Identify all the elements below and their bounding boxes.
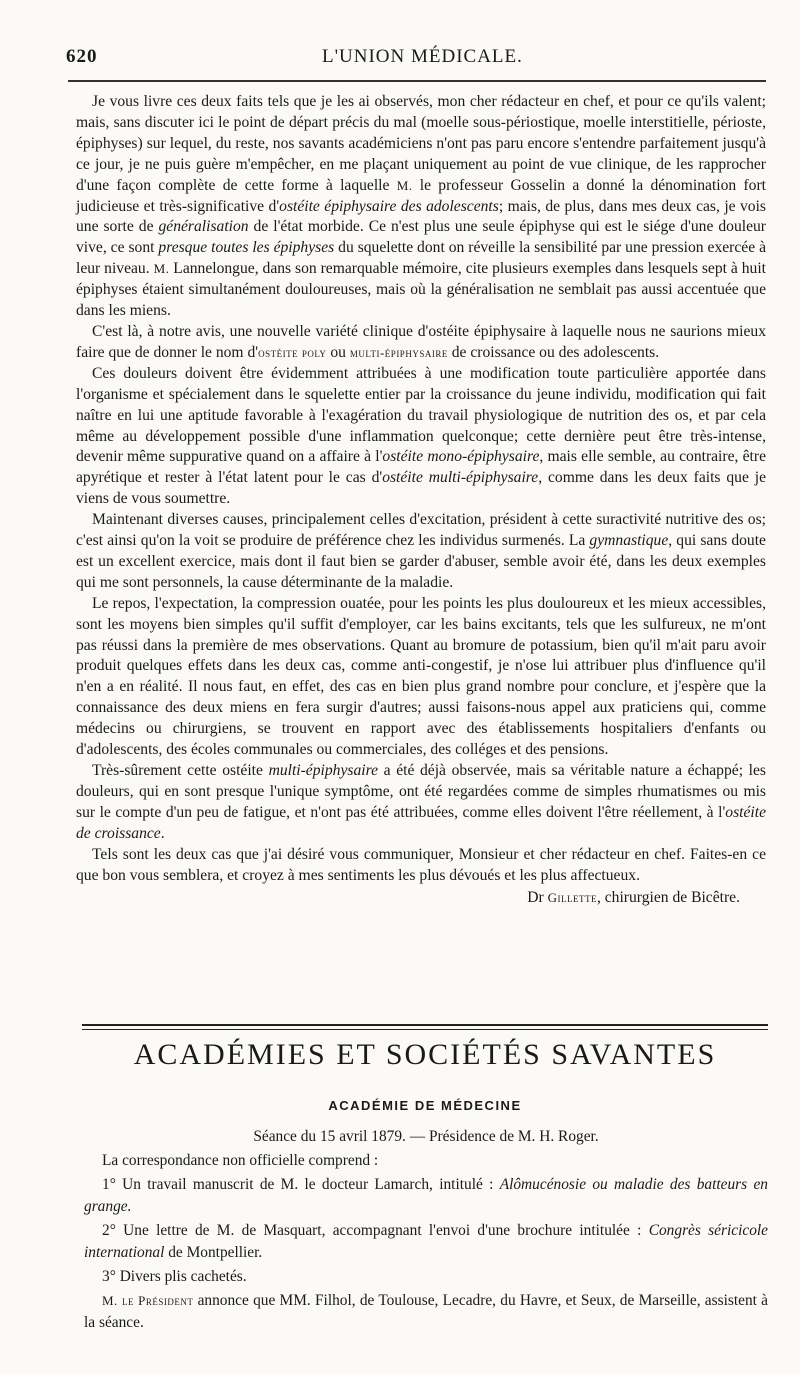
subsection-title: ACADÉMIE DE MÉDECINE (328, 1098, 522, 1113)
letter-paragraph: Le repos, l'expectation, la compression ouatée, pour les points les plus douloureux et les mieux accessibles, sont les moyens bien simples qu'il suffit d'employer, car les bains excitants, tels que les sulfureux, ne m'ont pas réussi dans la première de mes observations. Quant au bromure de potassium, bien qu'il m'ait paru avoir produit quelques effets dans les deux cas, comme anti-congestif, je n'ose lui attribuer plus d'influence qu'il n'en a en réalité. Il nous faut, en effet, des cas en bien plus grand nombre pour conclure, et j'espère que la connaissance des deux miens en fera surgir d'autres; aussi faisons-nous appel aux praticiens qui, comme médecins ou chirurgiens, se trouvent en rapport avec des établissements hospitaliers d'enfants ou d'adolescents, des écoles communales ou commerciales, des colléges et des pensions. (76, 594, 766, 759)
session-minutes (84, 1126, 768, 1336)
letter-paragraph: Tels sont les deux cas que j'ai désiré vous communiquer, Monsieur et cher rédacteur en chef. Faites-en ce que bon vous semblera, et croyez à mes sentiments les plus dévoués et les plus affectueux. (76, 845, 766, 884)
minutes-paragraph: La correspondance non officielle comprend : (102, 1152, 379, 1169)
letter-paragraph: C'est là, à notre avis, une nouvelle variété clinique d'ostéite épiphysaire à laquelle nous ne saurions mieux faire que de donner le nom d'ostéite poly ou multi-épiphysaire de croissance ou des adolescents. (76, 322, 766, 361)
journal-title: L'UNION MÉDICALE. (322, 46, 523, 67)
page-header (66, 42, 766, 72)
minutes-item: 2° Une lettre de M. de Masquart, accompagnant l'envoi d'une brochure intitulée : Congrès séricicole international de Montpellier. (84, 1222, 769, 1261)
letter-paragraph: Maintenant diverses causes, principalement celles d'excitation, président à cette suractivité nutritive des os; c'est ainsi qu'on la voit se produire de préférence chez les individus surmenés. La gymnastique, qui sans doute est un excellent exercice, mais dont il faut bien se garder d'abuser, semble avoir été, dans les deux exemples qui me sont personnels, la cause déterminante de la maladie. (76, 511, 766, 591)
signature: Dr Gillette, chirurgien de Bicêtre. (527, 889, 740, 907)
page-number: 620 (66, 46, 98, 67)
section-title: ACADÉMIES ET SOCIÉTÉS SAVANTES (133, 1038, 717, 1071)
section-divider (82, 1024, 768, 1030)
letter-paragraph: Je vous livre ces deux faits tels que je les ai observés, mon cher rédacteur en chef, et pour ce qu'ils valent; mais, sans discuter ici le point de départ précis du mal (moelle sous-périostique, moelle interstitielle, périoste, épiphyses) sur lequel, du reste, nos savants académiciens n'ont pas paru encore s'entendre parfaitement jusqu'à ce jour, je ne puis guère m'empêcher, en me plaçant uniquement au point de vue clinique, de les rapprocher d'une façon complète de cette forme à laquelle M. le professeur Gosselin a donné la dénomination fort judicieuse et très-significative d'ostéite épiphysaire des adolescents; mais, de plus, dans mes deux cas, je vois une sorte de généralisation de l'état morbide. Ce n'est plus une seule épiphyse qui est le siége d'une douleur vive, ce sont presque toutes les épiphyses du squelette dont on réveille la sensibilité par une pression exercée à leur niveau. M. Lannelongue, dans son remarquable mémoire, cite plusieurs exemples dans lesquels sept à huit épiphyses étaient simultanément douloureuses, mais où la généralisation ne semblait pas aussi accentuée que dans les miens. (76, 93, 766, 320)
session-heading: Séance du 15 avril 1879. — Présidence de M. H. Roger. (253, 1128, 599, 1145)
header-rule (68, 80, 766, 82)
letter-paragraph: Ces douleurs doivent être évidemment attribuées à une modification toute particulière apportée dans l'organisme et spécialement dans le squelette entier par la croissance du jeune individu, modification qui fait naître en lui une aptitude favorable à l'exagération du travail physiologique de nutrition des os, et par cela même au développement possible d'une inflammation quelconque; cette dernière peut être très-intense, devenir même suppurative quand on a affaire à l'ostéite mono-épiphysaire, mais elle semble, au contraire, être apyrétique et rester à l'état latent pour le cas d'ostéite multi-épiphysaire, comme dans les deux faits que je viens de vous soumettre. (76, 364, 767, 508)
letter-body (76, 92, 766, 909)
minutes-item: 3° Divers plis cachetés. (102, 1268, 247, 1285)
letter-paragraph: Très-sûrement cette ostéite multi-épiphysaire a été déjà observée, mais sa véritable nature a échappé; les douleurs, qui en sont presque l'unique symptôme, ont été regardées comme de simples rhumatismes ou mis sur le compte d'un peu de fatigue, et n'ont pas été attribuées, comme elles doivent l'être réellement, à l'ostéite de croissance. (76, 762, 766, 842)
minutes-paragraph: M. le Président annonce que MM. Filhol, de Toulouse, Lecadre, du Havre, et Seux, de Marseille, assistent à la séance. (84, 1292, 769, 1331)
minutes-item: 1° Un travail manuscrit de M. le docteur Lamarch, intitulé : Alômucénosie ou maladie des batteurs en grange. (84, 1176, 768, 1215)
